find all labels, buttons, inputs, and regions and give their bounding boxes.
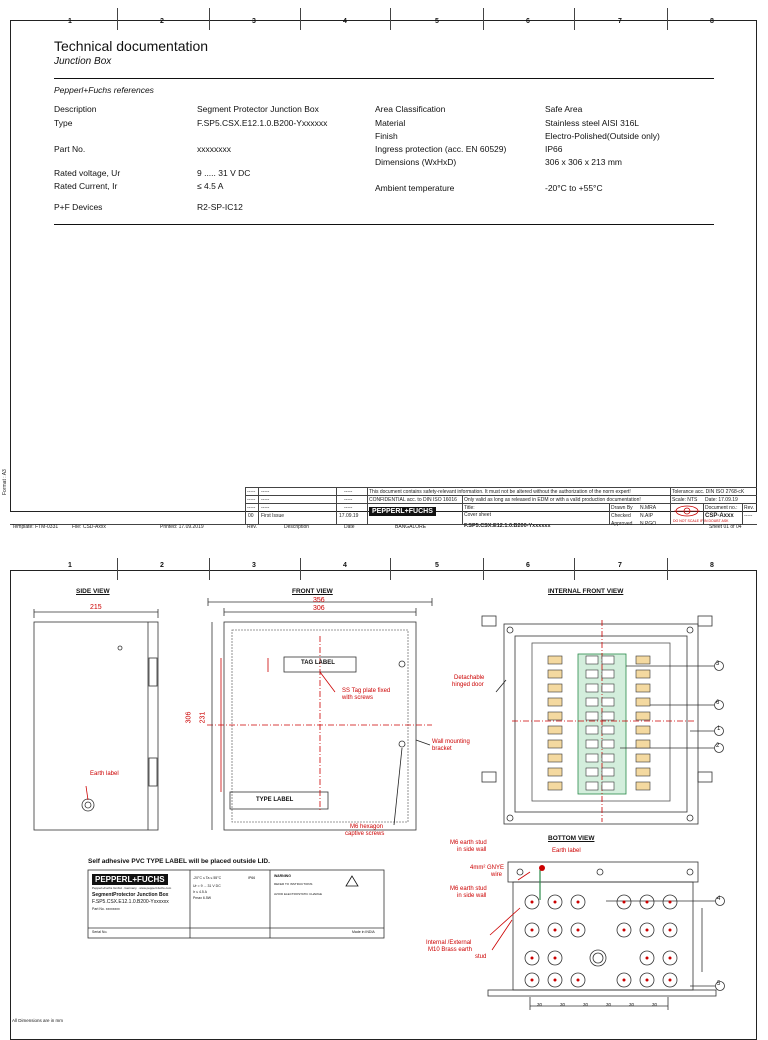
terminal-block — [586, 670, 598, 678]
gland-center — [646, 957, 649, 960]
gland-center — [669, 957, 672, 960]
sheet-number: Sheet 01 of 04 — [709, 524, 742, 530]
date-dash: ----- — [344, 505, 353, 511]
card-maker-line: Pepperl+Fuchs GmbH · Germany · www.pepperl-fuchs.com — [92, 886, 172, 890]
dim-356: 356 — [313, 597, 325, 604]
views-graphics — [0, 540, 768, 1024]
m6-hexagon-note-2: captive screws — [345, 831, 385, 837]
m6-earth-stud-note: M6 earth stud — [450, 840, 487, 846]
field-label: Type — [54, 118, 73, 128]
rev-code: 00 — [248, 513, 254, 519]
field-label: Dimensions (WxHxD) — [375, 157, 457, 167]
balloon-6: 6 — [716, 700, 720, 706]
field-value: -20°C to +55°C — [545, 183, 603, 193]
terminal-block — [548, 754, 562, 762]
field-value: ≤ 4.5 A — [197, 181, 224, 191]
ss-tag-plate-note-2: with screws — [342, 695, 374, 701]
terminal-block — [548, 698, 562, 706]
grid-col-7: 7 — [618, 562, 622, 569]
terminal-block — [586, 782, 598, 790]
terminal-block — [548, 782, 562, 790]
balloon-2: 2 — [716, 743, 720, 749]
m6-hexagon-note: M6 hexagon — [350, 824, 384, 830]
terminal-block — [636, 768, 650, 776]
terminal-block — [636, 656, 650, 664]
balloon-4: 4 — [717, 896, 721, 902]
bottom-dim: 30 — [629, 1002, 635, 1007]
grid-col-8: 8 — [710, 18, 714, 25]
printed-date: Printed: 17.09.2019 — [160, 524, 204, 530]
front-view-drawing — [207, 598, 432, 830]
side-view-label: SIDE VIEW — [76, 588, 110, 595]
card-serial: Serial No. — [92, 930, 108, 934]
field-value: IP66 — [545, 144, 563, 154]
desc-dash: ----- — [261, 505, 270, 511]
field-value: Electro-Polished(Outside only) — [545, 131, 660, 141]
brand-logo: PEPPERL+FUCHS — [369, 507, 436, 516]
approved: Approved — [611, 521, 633, 527]
gland-center — [669, 901, 672, 904]
card-pmax: Pmax 6.5W — [193, 896, 212, 900]
confidential: CONFIDENTIAL acc. to DIN ISO 16016 — [369, 497, 457, 503]
m6-earth-stud-note-2: M6 earth stud — [450, 886, 487, 892]
grid-col-5: 5 — [435, 18, 439, 25]
terminal-block — [602, 782, 614, 790]
gland-center — [646, 929, 649, 932]
internal-view-label: INTERNAL FRONT VIEW — [548, 588, 624, 595]
field-value: R2-SP-IC12 — [197, 202, 243, 212]
field-label: Ambient temperature — [375, 183, 455, 193]
balloon-3: 3 — [716, 661, 720, 667]
field-value: Safe Area — [545, 104, 583, 114]
inside-wall-note: in side wall — [457, 847, 487, 853]
gland-center — [554, 929, 557, 932]
rev-label: Rev. — [744, 505, 754, 511]
doc-no-label: Document no.: — [705, 505, 738, 511]
grid-col-4: 4 — [343, 18, 347, 25]
bottom-view-label: BOTTOM VIEW — [548, 835, 595, 842]
rev-value: ----- — [744, 513, 753, 519]
dim-306-vertical: 306 — [185, 711, 193, 724]
terminal-block — [602, 754, 614, 762]
card-ir: Ir ≤ 4.5 A — [193, 890, 207, 894]
gland-center — [577, 979, 580, 982]
bottom-dim: 30 — [606, 1002, 612, 1007]
doc-no-value: CSP-Axxx — [705, 513, 734, 519]
terminal-block — [602, 698, 614, 706]
field-value: 306 x 306 x 213 mm — [545, 157, 623, 167]
gland-center — [554, 901, 557, 904]
gland-holes — [525, 895, 677, 987]
rev-dash: ----- — [247, 489, 256, 495]
grid-col-8: 8 — [710, 562, 714, 569]
terminal-block — [586, 684, 598, 692]
doc-subtitle: Junction Box — [54, 56, 112, 67]
gland-center — [531, 929, 534, 932]
field-label: Rated voltage, Ur — [54, 168, 121, 178]
date-label: Date: 17.09.19 — [705, 497, 738, 503]
gland-center — [554, 979, 557, 982]
terminal-block — [636, 684, 650, 692]
date-dash: ----- — [344, 497, 353, 503]
card-warning: WARNING — [274, 874, 291, 878]
references-heading: Pepperl+Fuchs references — [54, 85, 154, 95]
dont-scale: DO NOT SCALE IF IN DOUBT ASK — [673, 519, 729, 523]
terminal-block — [602, 740, 614, 748]
terminal-block — [548, 740, 562, 748]
drawn-by: Drawn By — [611, 505, 633, 511]
checked: Checked — [611, 513, 631, 519]
title-value: Cover sheet — [464, 512, 491, 518]
gland-center — [623, 929, 626, 932]
bottom-dim: 30 — [537, 1002, 543, 1007]
card-refer: REFER TO INSTRUCTIONS — [274, 882, 313, 886]
wall-bracket-note-2: bracket — [432, 746, 452, 752]
gland-center — [623, 979, 626, 982]
desc-dash: ----- — [261, 489, 270, 495]
wire-note: 4mm² GNYE — [470, 865, 505, 871]
gland-center — [669, 979, 672, 982]
terminal-block — [586, 698, 598, 706]
sheet-views — [0, 540, 768, 1024]
terminal-block — [548, 726, 562, 734]
gland-center — [646, 979, 649, 982]
gland-center — [577, 901, 580, 904]
type-label: TYPE LABEL — [256, 797, 294, 803]
grid-col-1: 1 — [68, 18, 72, 25]
template-id: Template: FTM-0331 — [12, 524, 59, 530]
terminal-block — [548, 712, 562, 720]
grid-col-3: 3 — [252, 562, 256, 569]
card-made-in: Made in INDIA — [352, 930, 375, 934]
terminal-block — [636, 670, 650, 678]
grid-col-7: 7 — [618, 18, 622, 25]
terminal-block — [602, 712, 614, 720]
terminal-block — [586, 740, 598, 748]
rev-dash: ----- — [247, 505, 256, 511]
rev-date: 17.09.19 — [339, 513, 359, 519]
balloon-1: 1 — [717, 726, 721, 732]
terminal-block — [548, 768, 562, 776]
terminal-block — [602, 726, 614, 734]
side-view-drawing — [34, 609, 158, 830]
terminal-block — [548, 670, 562, 678]
brass-stud-note-3: stud — [475, 954, 487, 960]
gland-center — [669, 929, 672, 932]
safety-note: This document contains safety-relevant information. It must not be altered without the authorization of the norm expert! — [369, 489, 631, 495]
card-product-name: SegmentProtector Junction Box — [92, 892, 169, 898]
checked-name: N.AIP — [640, 513, 654, 519]
rev-text: First Issue — [261, 513, 285, 519]
wall-bracket-note: Wall mounting — [432, 739, 470, 745]
gland-center — [646, 901, 649, 904]
earth-label-side: Earth label — [90, 771, 119, 777]
gland-center — [554, 957, 557, 960]
grid-col-2: 2 — [160, 562, 164, 569]
field-value: 9 ..... 31 V DC — [197, 168, 251, 178]
field-label: Ingress protection (acc. EN 60529) — [375, 144, 507, 154]
format-label: Format : A3 — [2, 469, 8, 495]
card-brand-logo: PEPPERL+FUCHS — [92, 874, 168, 885]
field-value: F.SP5.CSX.E12.1.0.B200-Yxxxxxx — [197, 118, 328, 128]
terminal-block — [548, 684, 562, 692]
card-ur: Ur = 9 ... 31 V DC — [193, 884, 221, 888]
terminal-block — [548, 656, 562, 664]
validity-note: Only valid as long as released in EDM or with a valid production documentation! — [464, 497, 641, 503]
bottom-dim: 30 — [583, 1002, 589, 1007]
grid-col-6: 6 — [526, 562, 530, 569]
grid-col-6: 6 — [526, 18, 530, 25]
terminal-block — [586, 754, 598, 762]
field-label: Finish — [375, 131, 398, 141]
card-ip: IP66 — [248, 876, 256, 880]
terminal-block — [636, 726, 650, 734]
grid-col-5: 5 — [435, 562, 439, 569]
bottom-dim: 30 — [560, 1002, 566, 1007]
scale: Scale: NTS — [672, 497, 698, 503]
terminal-block — [602, 670, 614, 678]
doc-number: F.SP5.CSX.E12.1.0.B200-Yxxxxxx — [464, 523, 551, 529]
self-adhesive-note: Self adhesive PVC TYPE LABEL will be placed outside LID. — [88, 858, 270, 865]
field-value: Stainless steel AISI 316L — [545, 118, 640, 128]
doc-title: Technical documentation — [54, 38, 209, 54]
field-label: P+F Devices — [54, 202, 103, 212]
date-col: Date — [344, 524, 355, 530]
gland-center — [531, 901, 534, 904]
earth-label-bottom: Earth label — [552, 848, 581, 854]
gland-center — [623, 901, 626, 904]
terminal-block — [602, 684, 614, 692]
front-view-label: FRONT VIEW — [292, 588, 333, 595]
field-value: Segment Protector Junction Box — [197, 104, 319, 114]
terminal-block — [586, 768, 598, 776]
card-part-no: Part No. xxxxxxxx — [92, 907, 120, 911]
field-label: Material — [375, 118, 406, 128]
terminal-block — [602, 768, 614, 776]
field-label: Part No. — [54, 144, 86, 154]
gland-center — [531, 957, 534, 960]
grid-col-2: 2 — [160, 18, 164, 25]
dim-231-vertical: 231 — [199, 711, 207, 724]
desc-dash: ----- — [261, 497, 270, 503]
terminal-block — [636, 712, 650, 720]
terminal-block — [602, 656, 614, 664]
approved-name: N.PGO — [640, 521, 657, 527]
field-label: Area Classification — [375, 104, 446, 114]
desc-col: Description — [284, 524, 310, 530]
all-dims-note: All Dimensions are in mm — [12, 1018, 64, 1023]
inside-wall-note-2: in side wall — [457, 893, 487, 899]
location: BANGALORE — [395, 524, 427, 530]
card-temp: -20°C ≤ Ta ≤ 55°C — [193, 876, 222, 880]
grid-col-1: 1 — [68, 562, 72, 569]
ss-tag-plate-note: SS Tag plate fixed — [342, 688, 391, 694]
field-label: Rated Current, Ir — [54, 181, 118, 191]
brass-stud-note-2: M10 Brass earth — [428, 947, 473, 953]
file-name: File: CSD-Axxx — [72, 524, 106, 530]
bottom-dim: 30 — [652, 1002, 658, 1007]
field-label: Description — [54, 104, 97, 114]
title-label: Title: — [464, 505, 475, 511]
dim-215: 215 — [90, 604, 102, 611]
terminal-block — [636, 698, 650, 706]
rev-col: Rev. — [247, 524, 257, 530]
dont-scale-icon — [674, 506, 700, 516]
balloon-5: 5 — [717, 981, 721, 987]
gland-center — [577, 929, 580, 932]
grid-col-3: 3 — [252, 18, 256, 25]
date-dash: ----- — [344, 489, 353, 495]
terminal-block — [636, 740, 650, 748]
bottom-view-drawing — [488, 862, 725, 1010]
terminal-block — [586, 712, 598, 720]
terminal-block — [586, 656, 598, 664]
terminal-block — [636, 754, 650, 762]
card-type: F.SP5.CSX.E12.1.0.B200-Yxxxxxx — [92, 899, 169, 905]
rev-dash: ----- — [247, 497, 256, 503]
tolerance: Tolerance acc. DIN ISO 2768-cK — [672, 489, 745, 495]
detachable-door-note-2: hinged door — [452, 682, 484, 688]
terminal-block — [636, 782, 650, 790]
dim-306: 306 — [313, 605, 325, 612]
field-value: xxxxxxxx — [197, 144, 231, 154]
gland-center — [531, 979, 534, 982]
tag-label: TAG LABEL — [301, 660, 335, 666]
detachable-door-note: Detachable — [454, 675, 485, 681]
card-avoid: AVOID ELECTROSTATIC CHARGE — [274, 892, 323, 896]
drawn-name: N.MRA — [640, 505, 657, 511]
wire-note-2: wire — [491, 872, 503, 878]
grid-col-4: 4 — [343, 562, 347, 569]
brass-stud-note: Internal /External — [426, 940, 472, 946]
terminal-block — [586, 726, 598, 734]
